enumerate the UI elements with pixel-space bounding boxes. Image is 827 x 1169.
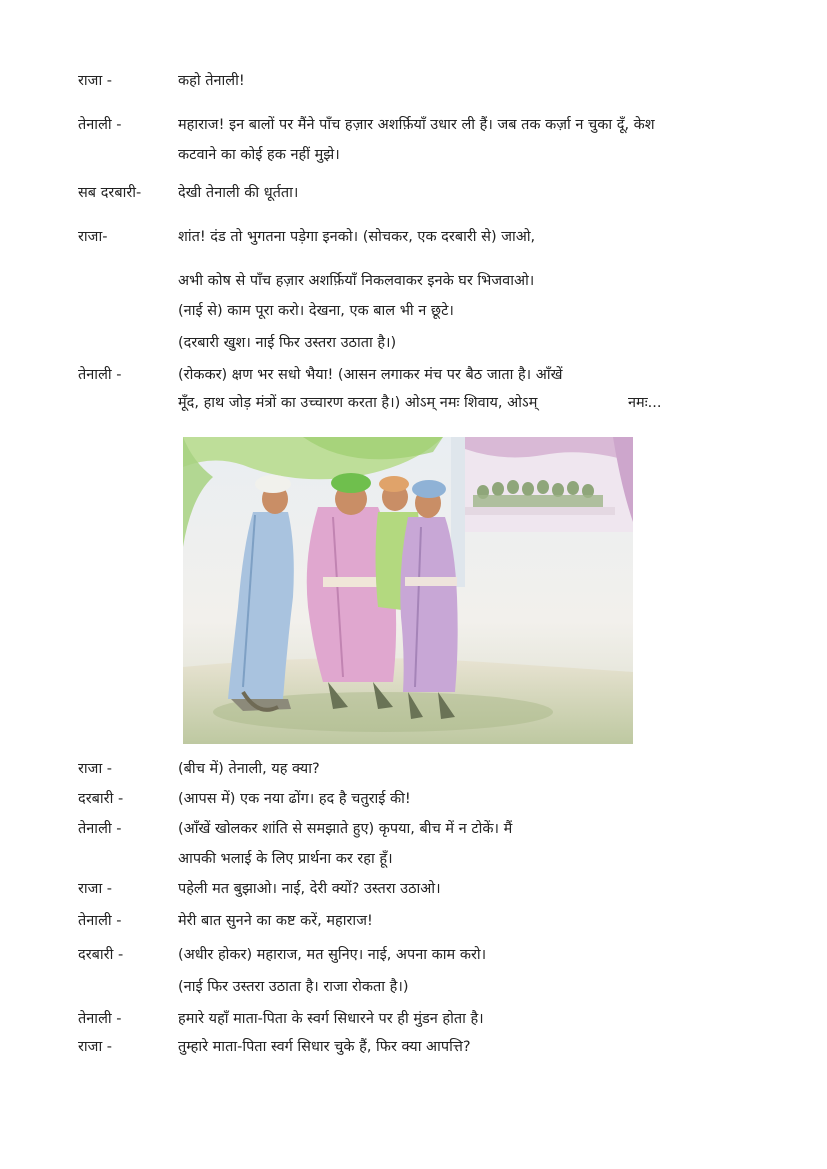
speaker-label: दरबारी -: [78, 791, 124, 807]
dialogue-line: (बीच में) तेनाली, यह क्या?: [178, 761, 320, 777]
speaker-label: दरबारी -: [78, 947, 124, 963]
dialogue-line: मूँद, हाथ जोड़ मंत्रों का उच्चारण करता है।) ओऽम् नमः शिवाय, ओऽम्: [178, 395, 538, 411]
speaker-label: तेनाली -: [78, 367, 122, 383]
dialogue-line: (रोककर) क्षण भर सधो भैया! (आसन लगाकर मंच पर बैठ जाता है। आँखें: [178, 367, 563, 383]
dialogue-line: कहो तेनाली!: [178, 73, 245, 89]
dialogue-line: (आँखें खोलकर शांति से समझाते हुए) कृपया, बीच में न टोकें। मैं: [178, 821, 513, 837]
dialogue-line: तुम्हारे माता-पिता स्वर्ग सिधार चुके हैं, फिर क्या आपत्ति?: [178, 1039, 471, 1055]
speaker-label: राजा -: [78, 881, 113, 897]
stage-direction: (नाई फिर उस्तरा उठाता है। राजा रोकता है।): [178, 979, 409, 995]
dialogue-line: मेरी बात सुनने का कष्ट करें, महाराज!: [178, 913, 373, 929]
speaker-label: राजा -: [78, 761, 113, 777]
dialogue-line: (नाई से) काम पूरा करो। देखना, एक बाल भी न छूटे।: [178, 303, 454, 319]
dialogue-line: (अधीर होकर) महाराज, मत सुनिए। नाई, अपना काम करो।: [178, 947, 487, 963]
speaker-label: राजा -: [78, 73, 113, 89]
speaker-label: सब दरबारी-: [78, 185, 142, 201]
dialogue-line: देखी तेनाली की धूर्तता।: [178, 185, 299, 201]
speaker-label: राजा-: [78, 229, 108, 245]
speaker-label: तेनाली -: [78, 117, 122, 133]
dialogue-line: आपकी भलाई के लिए प्रार्थना कर रहा हूँ।: [178, 851, 393, 867]
dialogue-line: पहेली मत बुझाओ। नाई, देरी क्यों? उस्तरा उठाओ।: [178, 881, 441, 897]
dialogue-line: हमारे यहाँ माता-पिता के स्वर्ग सिधारने पर ही मुंडन होता है।: [178, 1011, 484, 1027]
dialogue-line: अभी कोष से पाँच हज़ार अशर्फ़ियाँ निकलवाकर इनके घर भिजवाओ।: [178, 273, 535, 289]
court-scene-illustration: [183, 437, 633, 744]
speaker-label: तेनाली -: [78, 913, 122, 929]
speaker-label: तेनाली -: [78, 1011, 122, 1027]
dialogue-line-tail: नमः...: [628, 395, 662, 411]
speaker-label: तेनाली -: [78, 821, 122, 837]
stage-direction: (दरबारी खुश। नाई फिर उस्तरा उठाता है।): [178, 335, 397, 351]
dialogue-line: शांत! दंड तो भुगतना पड़ेगा इनको। (सोचकर, एक दरबारी से) जाओ,: [178, 229, 536, 245]
speaker-label: राजा -: [78, 1039, 113, 1055]
dialogue-line: (आपस में) एक नया ढोंग। हद है चतुराई की!: [178, 791, 411, 807]
dialogue-line: महाराज! इन बालों पर मैंने पाँच हज़ार अशर्फ़ियाँ उधार ली हैं। जब तक कर्ज़ा न चुका दूँ, केश: [178, 117, 655, 133]
dialogue-line: कटवाने का कोई हक नहीं मुझे।: [178, 147, 340, 163]
